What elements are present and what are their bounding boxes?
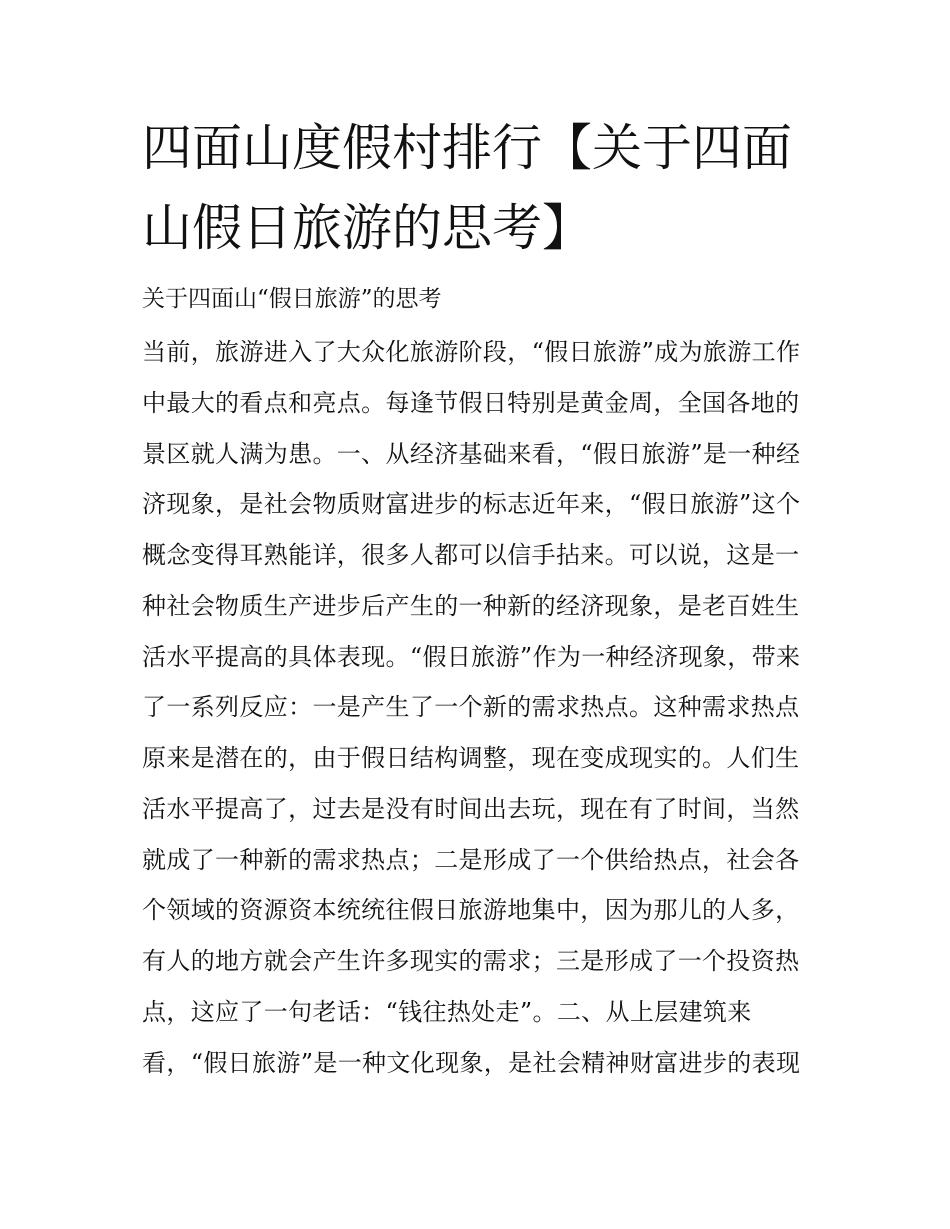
paragraph-line: 点，这应了一句老话：“钱往热处走”。二、从上层建筑来	[142, 998, 752, 1026]
paragraph-line: 活水平提高了，过去是没有时间出去玩，现在有了时间，当然	[142, 795, 800, 823]
document-title-line-2: 山假日旅游的思考】	[142, 199, 592, 257]
paragraph-line: 概念变得耳熟能详，很多人都可以信手拈来。可以说，这是一	[142, 541, 800, 569]
paragraph-line: 就成了一种新的需求热点；二是形成了一个供给热点，社会各	[142, 846, 800, 874]
paragraph-line: 当前，旅游进入了大众化旅游阶段，“假日旅游”成为旅游工作	[142, 338, 801, 366]
paragraph-line: 活水平提高的具体表现。“假日旅游”作为一种经济现象，带来	[142, 643, 801, 671]
paragraph-line: 原来是潜在的，由于假日结构调整，现在变成现实的。人们生	[142, 744, 800, 772]
paragraph-line: 济现象，是社会物质财富进步的标志近年来，“假日旅游”这个	[142, 490, 801, 518]
paragraph-line: 了一系列反应：一是产生了一个新的需求热点。这种需求热点	[142, 693, 800, 721]
paragraph-line: 看，“假日旅游”是一种文化现象，是社会精神财富进步的表现	[142, 1049, 801, 1077]
paragraph-line: 中最大的看点和亮点。每逢节假日特别是黄金周，全国各地的	[142, 389, 800, 417]
paragraph-line: 景区就人满为患。一、从经济基础来看，“假日旅游”是一种经	[142, 440, 801, 468]
document-subtitle: 关于四面山“假日旅游”的思考	[142, 286, 442, 312]
paragraph-line: 有人的地方就会产生许多现实的需求；三是形成了一个投资热	[142, 947, 800, 975]
paragraph-line: 个领域的资源资本统统往假日旅游地集中，因为那儿的人多，	[142, 896, 800, 924]
paragraph-line: 种社会物质生产进步后产生的一种新的经济现象，是老百姓生	[142, 592, 800, 620]
document-title-line-1: 四面山度假村排行【关于四面	[142, 119, 792, 177]
